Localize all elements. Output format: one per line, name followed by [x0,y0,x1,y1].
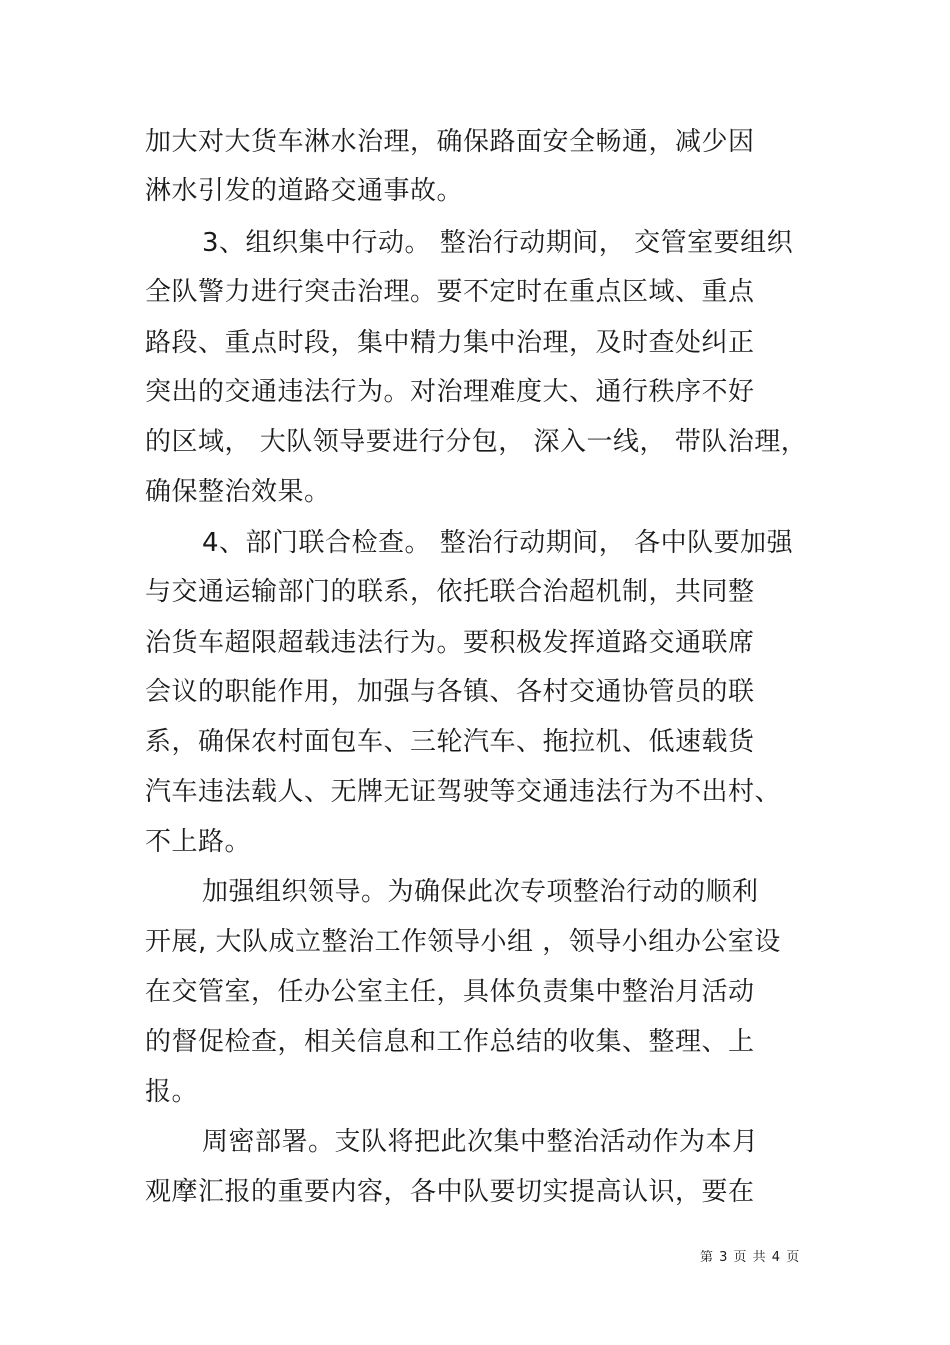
text-line: 的区域， 大队领导要进行分包， 深入一线， 带队治理， [145,427,808,457]
text-line: 周密部署。支队将把此次集中整治活动作为本月 [202,1127,759,1157]
text-line: 报。 [145,1077,199,1107]
text-line: 汽车违法载人、无牌无证驾驶等交通违法行为不出村、 [145,777,782,807]
text-line: 会议的职能作用，加强与各镇、各村交通协管员的联 [145,677,755,707]
text-line: 与交通运输部门的联系，依托联合治超机制，共同整 [145,577,755,607]
text-line: 的督促检查，相关信息和工作总结的收集、整理、上 [145,1027,755,1057]
text-line: 不上路。 [145,827,252,857]
text-line: 加强组织领导。为确保此次专项整治行动的顺利 [202,877,759,907]
page-number: 第 3 页 共 4 页 [700,1250,801,1265]
text-line: 治货车超限超载违法行为。要积极发挥道路交通联席 [145,628,755,658]
text-line: 观摩汇报的重要内容，各中队要切实提高认识，要在 [145,1177,755,1207]
text-line: 4、部门联合检查。 整治行动期间， 各中队要加强 [202,528,794,558]
text-line: 全队警力进行突击治理。要不定时在重点区域、重点 [145,277,755,307]
text-line: 突出的交通违法行为。对治理难度大、通行秩序不好 [145,377,755,407]
text-line: 3、组织集中行动。 整治行动期间， 交管室要组织 [202,228,794,258]
text-line: 在交管室，任办公室主任，具体负责集中整治月活动 [145,977,755,1007]
text-line: 淋水引发的道路交通事故。 [145,176,464,206]
text-line: 系，确保农村面包车、三轮汽车、拖拉机、低速载货 [145,727,755,757]
text-line: 开展, 大队成立整治工作领导小组 ，领导小组办公室设 [145,927,781,957]
text-line: 确保整治效果。 [145,477,331,507]
text-line: 路段、重点时段，集中精力集中治理，及时查处纠正 [145,328,755,358]
text-line: 加大对大货车淋水治理，确保路面安全畅通，减少因 [145,127,755,157]
